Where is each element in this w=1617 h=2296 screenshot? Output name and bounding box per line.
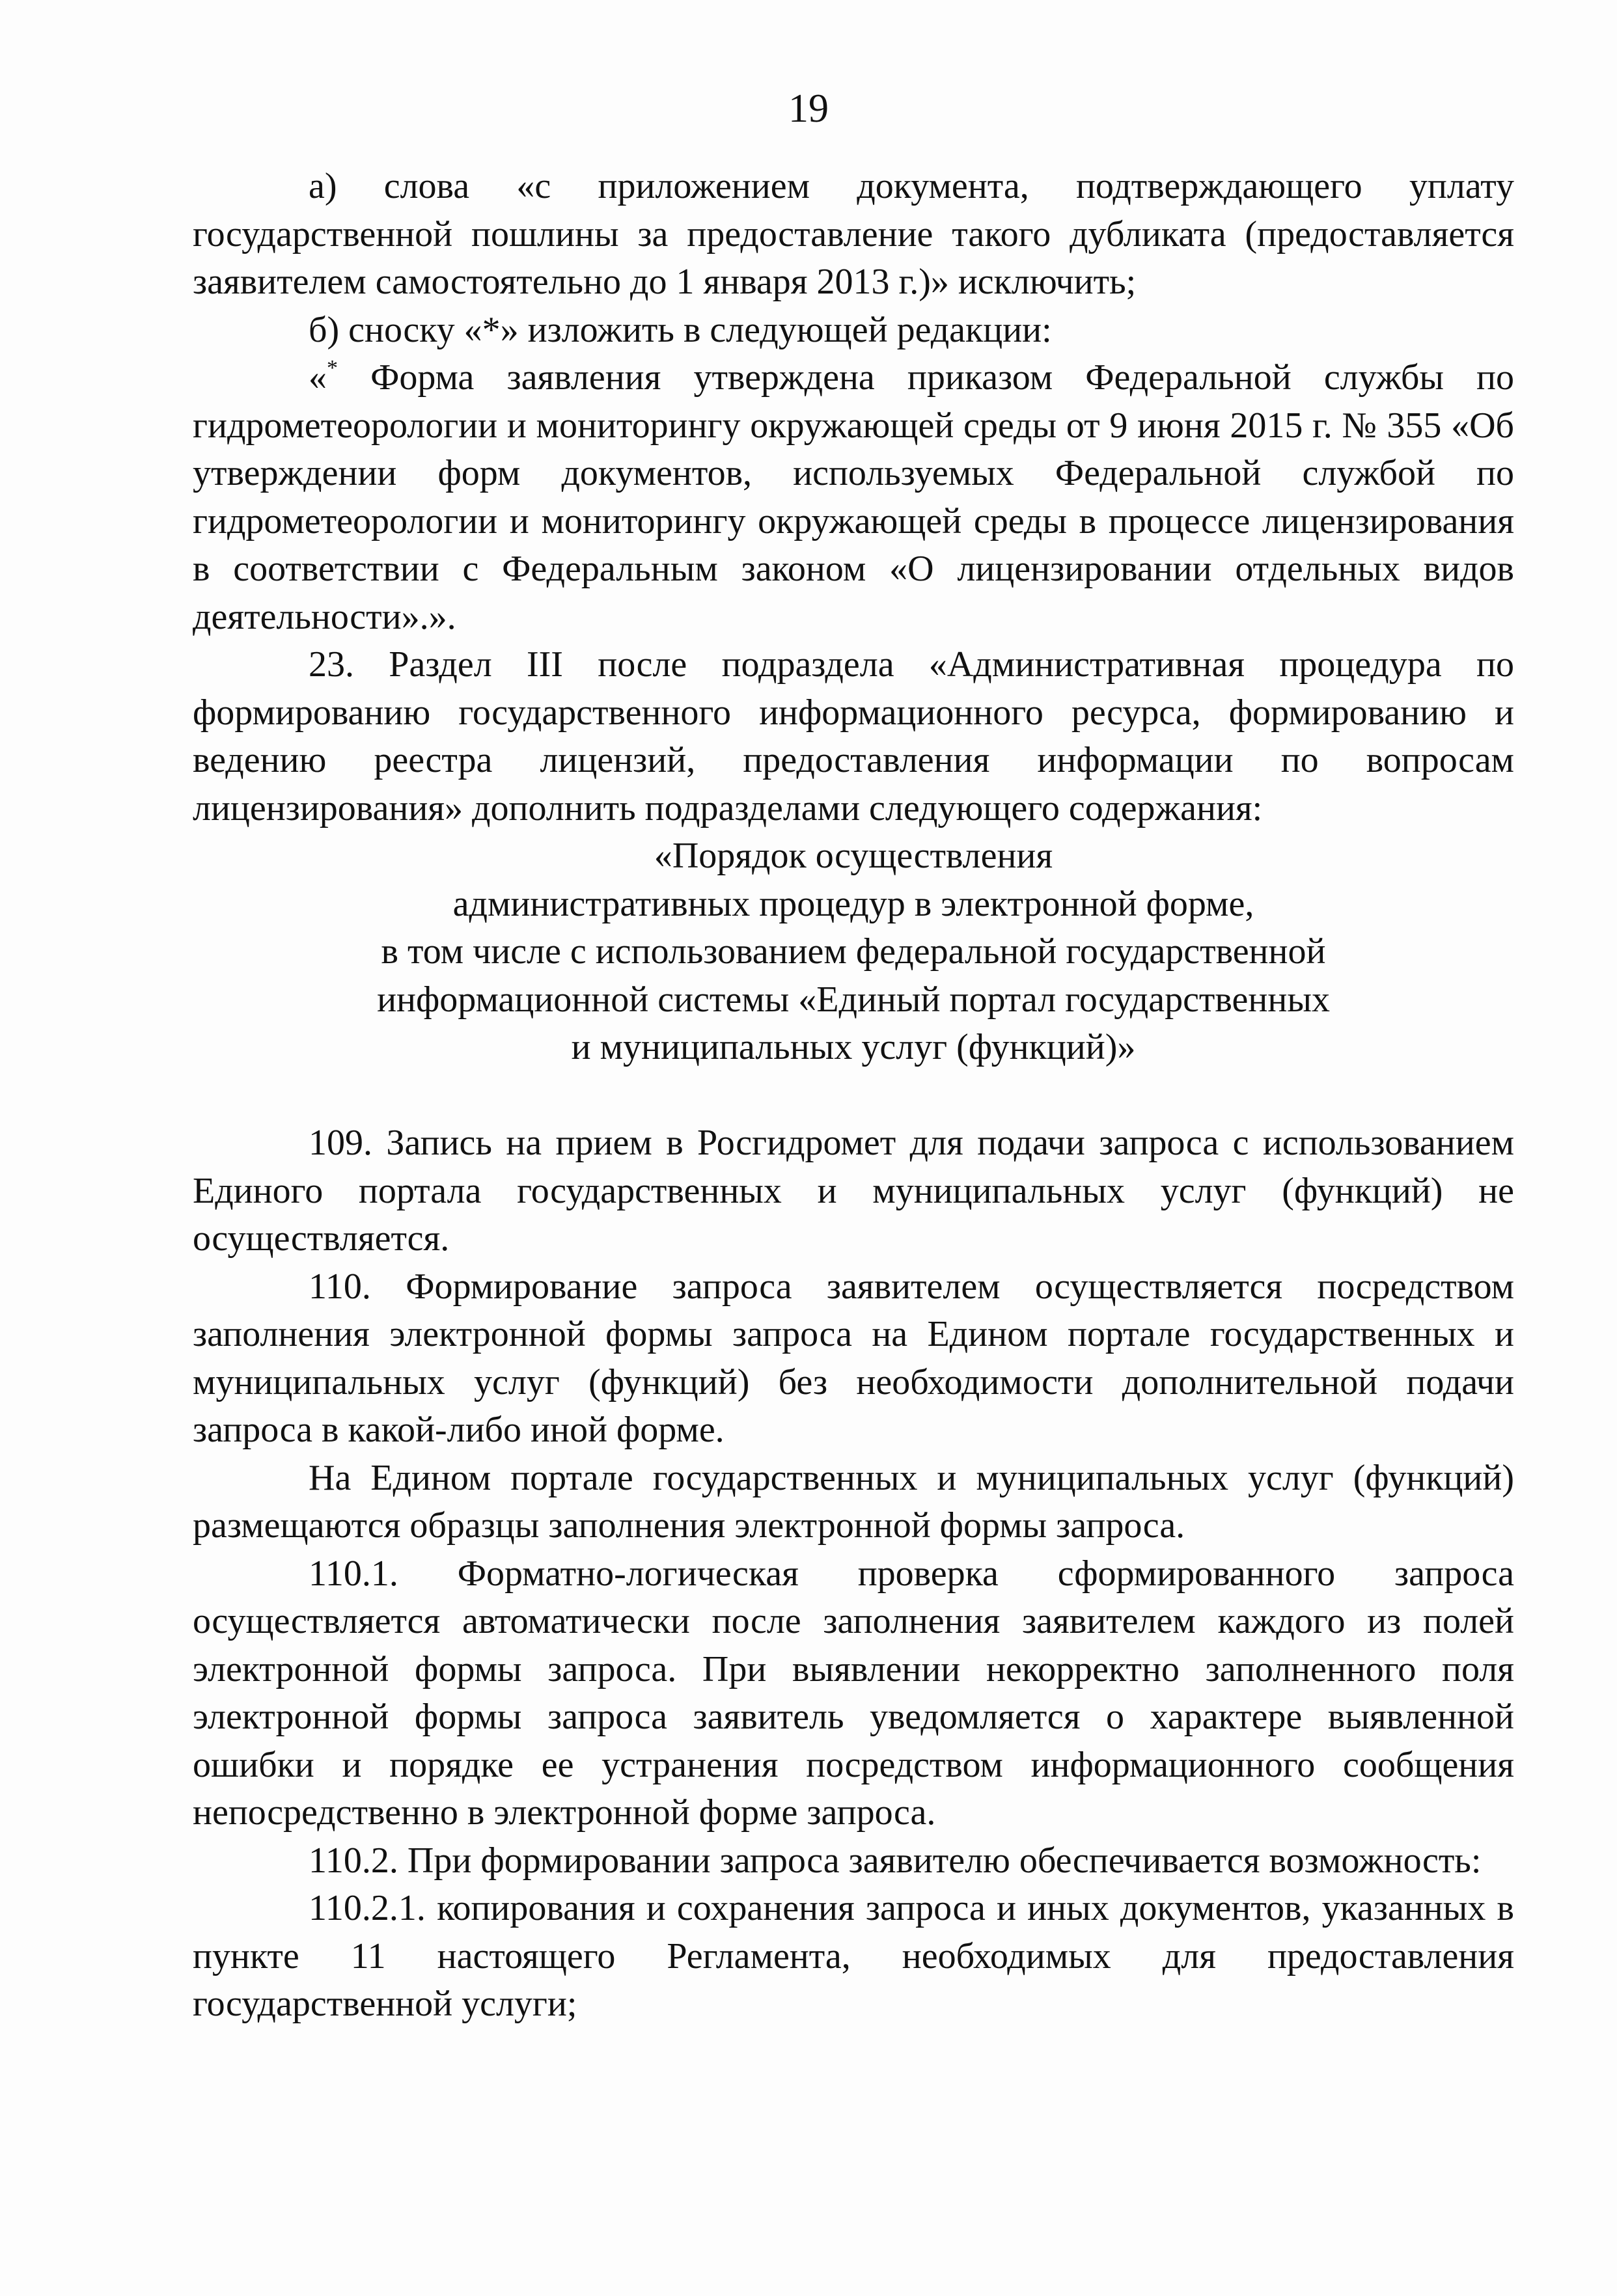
section-heading	[193, 832, 1514, 1072]
footnote-open-quote: «	[309, 357, 327, 398]
paragraph-110-2: 110.2. При формировании запроса заявителю обеспечивается возможность:	[309, 1840, 1482, 1881]
paragraph-110-1: 110.1. Форматно-логическая проверка сформированного запроса осуществляется автоматически после заполнения заявителем каждого из полей электронной формы запроса. При выявлении некорректно заполненного поля электронной формы запроса заявитель уведомляется о характере выявленной ошибки и порядке ее устранения посредством информационного сообщения непосредственно в электронной форме запроса.	[193, 1553, 1514, 1833]
paragraph-110-2-1: 110.2.1. копирования и сохранения запроса и иных документов, указанных в пункте 11 настоящего Регламента, необходимых для предоставления государственной услуги;	[193, 1888, 1514, 2024]
heading-line-2: административных процедур в электронной форме,	[452, 883, 1254, 924]
heading-line-4: информационной системы «Единый портал государственных	[377, 979, 1330, 1020]
paragraph-23: 23. Раздел III после подраздела «Административная процедура по формированию государственного информационного ресурса, формированию и ведению реестра лицензий, предоставления информации по вопросам лицензирования» дополнить подразделами следующего содержания:	[193, 644, 1514, 828]
footnote-body: Форма заявления утверждена приказом Федеральной службы по гидрометеорологии и мониторингу окружающей среды от 9 июня 2015 г. № 355 «Об утверждении форм документов, используемых Федеральной службой по гидрометеорологии и мониторингу окружающей среды в процессе лицензирования в соответствии с Федеральным законом «О лицензировании отдельных видов деятельности».».	[193, 357, 1514, 637]
page-number: 19	[788, 87, 829, 131]
paragraph-b-footnote: б) сноску «*» изложить в следующей редакции:	[309, 309, 1052, 350]
paragraph-footnote-text	[193, 354, 1514, 641]
heading-line-3: в том числе с использованием федеральной государственной	[381, 931, 1326, 972]
paragraph-109: 109. Запись на прием в Росгидромет для подачи запроса с использованием Единого портала государственных и муниципальных услуг (функций) не осуществляется.	[193, 1123, 1514, 1259]
heading-line-5: и муниципальных услуг (функций)»	[571, 1027, 1136, 1067]
footnote-asterisk: *	[327, 356, 338, 380]
document-body	[193, 163, 1514, 2029]
heading-line-1: «Порядок осуществления	[654, 836, 1053, 876]
paragraph-110-portal: На Едином портале государственных и муниципальных услуг (функций) размещаются образцы заполнения электронной формы запроса.	[193, 1457, 1514, 1546]
paragraph-110: 110. Формирование запроса заявителем осуществляется посредством заполнения электронной формы запроса на Едином портале государственных и муниципальных услуг (функций) без необходимости дополнительной подачи запроса в какой-либо иной форме.	[193, 1266, 1514, 1450]
paragraph-a-words: а) слова «с приложением документа, подтверждающего уплату государственной пошлины за предоставление такого дубликата (предоставляется заявителем самостоятельно до 1 января 2013 г.)» исключить;	[193, 166, 1514, 302]
